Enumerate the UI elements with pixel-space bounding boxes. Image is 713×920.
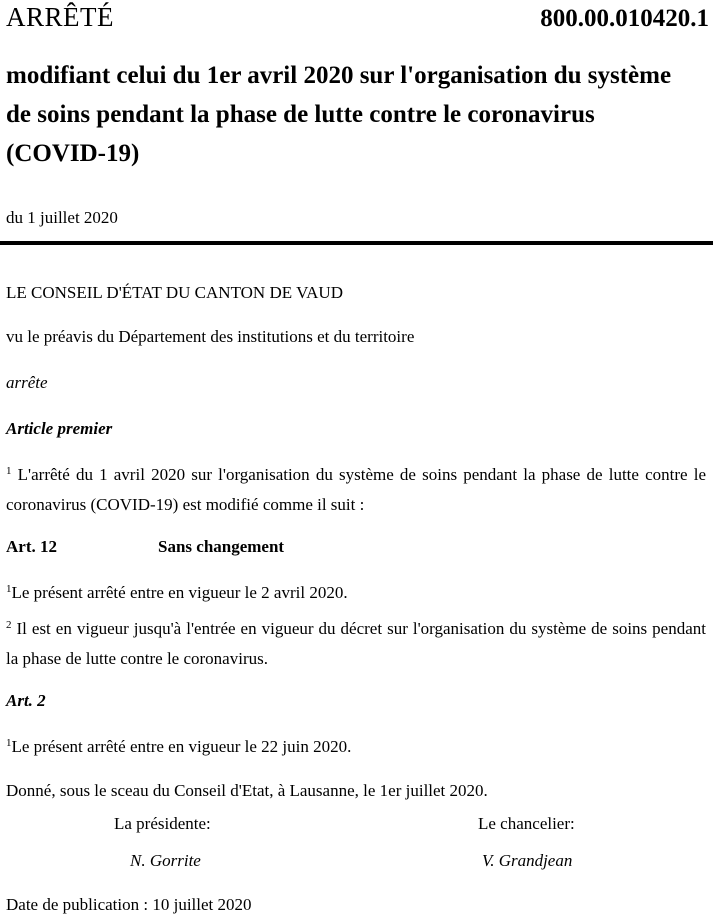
article-premier-heading: Article premier: [6, 419, 113, 438]
paragraph-text: Le présent arrêté entre en vigueur le 2 avril 2020.: [11, 583, 348, 602]
chancellor-role: Le chancelier:: [478, 814, 575, 833]
art12-paragraph-2: [6, 614, 706, 674]
document-date: du 1 juillet 2020: [6, 208, 118, 227]
president-role: La présidente:: [114, 814, 211, 833]
document-title: modifiant celui du 1er avril 2020 sur l'organisation du système de soins pendant la phase de lutte contre le coronavirus (COVID-19): [6, 62, 672, 167]
paragraph-number: 1: [6, 465, 12, 477]
given-statement: Donné, sous le sceau du Conseil d'Etat, à Lausanne, le 1er juillet 2020.: [6, 781, 488, 800]
signatory-roles: [0, 814, 713, 844]
art12-heading: [6, 532, 706, 562]
art12-title: Sans changement: [158, 537, 285, 556]
document-type: ARRÊTÉ: [6, 2, 114, 32]
paragraph-text: L'arrêté du 1 avril 2020 sur l'organisation du système de soins pendant la phase de lutte contre le coronavirus (COVID-19) est modifié comme il suit :: [6, 465, 706, 514]
header-divider: [0, 241, 713, 245]
paragraph-number: 1: [6, 737, 12, 749]
document-number: 800.00.010420.1: [540, 5, 709, 32]
president-name: N. Gorrite: [130, 851, 201, 870]
signatory-names: [0, 851, 713, 881]
article-premier-paragraph-1: [6, 460, 706, 520]
publication-date: Date de publication : 10 juillet 2020: [6, 895, 252, 914]
paragraph-number: 1: [6, 583, 12, 595]
document-header: [6, 2, 709, 34]
issuing-authority: LE CONSEIL D'ÉTAT DU CANTON DE VAUD: [6, 283, 343, 302]
paragraph-number: 2: [6, 619, 12, 631]
art12-label: Art. 12: [6, 537, 57, 556]
paragraph-text: Il est en vigueur jusqu'à l'entrée en vigueur du décret sur l'organisation du système de soins pendant la phase de lutte contre le coronavirus.: [6, 619, 706, 668]
art12-paragraph-1: [6, 578, 706, 608]
paragraph-text: Le présent arrêté entre en vigueur le 22 juin 2020.: [11, 737, 352, 756]
art2-paragraph-1: [6, 732, 706, 762]
decree-word: arrête: [6, 373, 48, 392]
preamble: vu le préavis du Département des institutions et du territoire: [6, 327, 415, 346]
chancellor-name: V. Grandjean: [482, 851, 573, 870]
art2-heading: Art. 2: [6, 691, 46, 710]
